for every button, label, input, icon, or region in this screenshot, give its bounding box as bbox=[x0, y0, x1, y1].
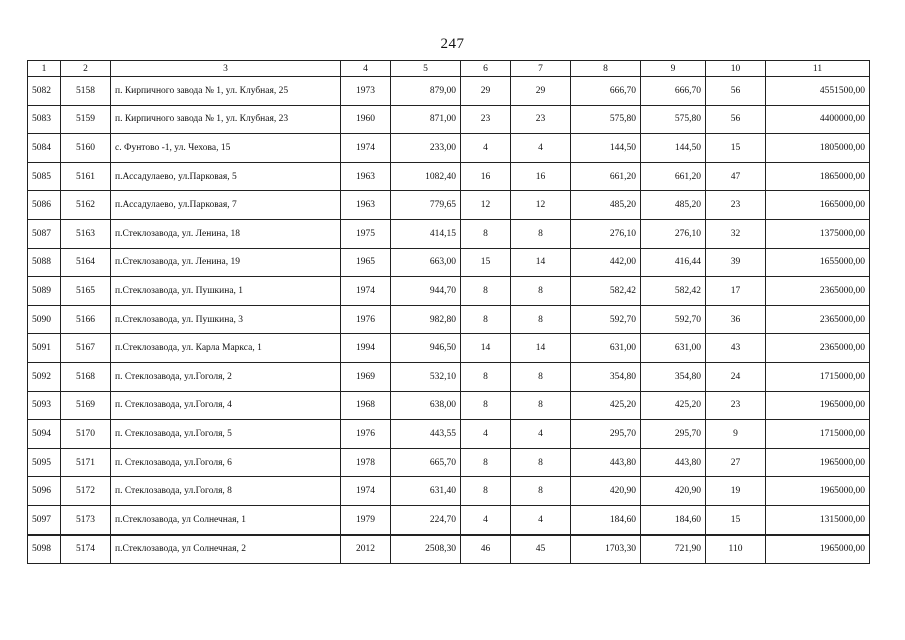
table-cell: 631,00 bbox=[641, 334, 706, 363]
table-cell: 5171 bbox=[61, 448, 111, 477]
table-cell: 5089 bbox=[28, 277, 61, 306]
table-cell: 8 bbox=[461, 219, 511, 248]
table-cell: 5158 bbox=[61, 77, 111, 106]
table-cell: 1965000,00 bbox=[766, 391, 870, 420]
table-cell: 8 bbox=[511, 391, 571, 420]
table-cell: 354,80 bbox=[641, 362, 706, 391]
table-cell: 5164 bbox=[61, 248, 111, 277]
table-cell: 5098 bbox=[28, 535, 61, 564]
table-cell: 5095 bbox=[28, 448, 61, 477]
table-cell: 425,20 bbox=[641, 391, 706, 420]
table-cell: 4 bbox=[461, 134, 511, 163]
table-cell: 1715000,00 bbox=[766, 362, 870, 391]
table-cell: 8 bbox=[461, 477, 511, 506]
table-cell: 414,15 bbox=[391, 219, 461, 248]
column-header: 11 bbox=[766, 61, 870, 77]
table-cell: 1994 bbox=[341, 334, 391, 363]
table-cell: 354,80 bbox=[571, 362, 641, 391]
table-cell: 4551500,00 bbox=[766, 77, 870, 106]
table-cell: 5163 bbox=[61, 219, 111, 248]
table-cell: 5083 bbox=[28, 105, 61, 134]
table-cell: п.Стеклозавода, ул. Ленина, 18 bbox=[111, 219, 341, 248]
table-cell: 47 bbox=[706, 162, 766, 191]
table-cell: 1375000,00 bbox=[766, 219, 870, 248]
column-header: 9 bbox=[641, 61, 706, 77]
table-cell: 56 bbox=[706, 105, 766, 134]
table-cell: 982,80 bbox=[391, 305, 461, 334]
table-cell: 5092 bbox=[28, 362, 61, 391]
table-cell: 1965000,00 bbox=[766, 535, 870, 564]
table-cell: 661,20 bbox=[571, 162, 641, 191]
table-row bbox=[28, 277, 870, 306]
housing-registry-table bbox=[27, 60, 870, 564]
table-cell: 36 bbox=[706, 305, 766, 334]
table-cell: 5172 bbox=[61, 477, 111, 506]
table-cell: п. Стеклозавода, ул.Гоголя, 2 bbox=[111, 362, 341, 391]
table-cell: 5086 bbox=[28, 191, 61, 220]
table-cell: 4 bbox=[461, 420, 511, 449]
table-cell: 1973 bbox=[341, 77, 391, 106]
column-header: 3 bbox=[111, 61, 341, 77]
table-cell: 2508,30 bbox=[391, 535, 461, 564]
table-cell: 1960 bbox=[341, 105, 391, 134]
table-cell: 276,10 bbox=[571, 219, 641, 248]
table-cell: 1965000,00 bbox=[766, 477, 870, 506]
table-cell: 1865000,00 bbox=[766, 162, 870, 191]
table-cell: 2365000,00 bbox=[766, 305, 870, 334]
table-cell: 14 bbox=[511, 334, 571, 363]
table-cell: 592,70 bbox=[571, 305, 641, 334]
table-body bbox=[28, 77, 870, 564]
table-cell: 29 bbox=[511, 77, 571, 106]
table-cell: п.Стеклозавода, ул. Пушкина, 1 bbox=[111, 277, 341, 306]
table-cell: 1974 bbox=[341, 134, 391, 163]
table-cell: 1703,30 bbox=[571, 535, 641, 564]
table-cell: 8 bbox=[461, 277, 511, 306]
table-cell: 420,90 bbox=[641, 477, 706, 506]
table-row bbox=[28, 162, 870, 191]
table-cell: 184,60 bbox=[641, 505, 706, 534]
table-cell: 5096 bbox=[28, 477, 61, 506]
table-cell: 144,50 bbox=[641, 134, 706, 163]
table-row bbox=[28, 505, 870, 534]
table-cell: 592,70 bbox=[641, 305, 706, 334]
table-cell: 2365000,00 bbox=[766, 334, 870, 363]
table-cell: п.Стеклозавода, ул. Пушкина, 3 bbox=[111, 305, 341, 334]
table-cell: 17 bbox=[706, 277, 766, 306]
table-row bbox=[28, 448, 870, 477]
table-cell: 443,80 bbox=[641, 448, 706, 477]
table-cell: п. Стеклозавода, ул.Гоголя, 4 bbox=[111, 391, 341, 420]
table-cell: 24 bbox=[706, 362, 766, 391]
table-row bbox=[28, 105, 870, 134]
table-cell: 5090 bbox=[28, 305, 61, 334]
table-cell: 12 bbox=[461, 191, 511, 220]
table-cell: 27 bbox=[706, 448, 766, 477]
table-cell: п. Стеклозавода, ул.Гоголя, 5 bbox=[111, 420, 341, 449]
column-header: 6 bbox=[461, 61, 511, 77]
table-cell: 46 bbox=[461, 535, 511, 564]
table-cell: 5160 bbox=[61, 134, 111, 163]
table-cell: 5097 bbox=[28, 505, 61, 534]
table-cell: 1963 bbox=[341, 191, 391, 220]
table-cell: 14 bbox=[461, 334, 511, 363]
column-header: 2 bbox=[61, 61, 111, 77]
table-row bbox=[28, 391, 870, 420]
table-cell: 575,80 bbox=[641, 105, 706, 134]
table-cell: 631,00 bbox=[571, 334, 641, 363]
table-cell: 8 bbox=[511, 305, 571, 334]
table-cell: 16 bbox=[461, 162, 511, 191]
column-header: 1 bbox=[28, 61, 61, 77]
table-cell: 5170 bbox=[61, 420, 111, 449]
table-cell: 1978 bbox=[341, 448, 391, 477]
table-cell: 5169 bbox=[61, 391, 111, 420]
table-cell: 5166 bbox=[61, 305, 111, 334]
table-cell: п. Стеклозавода, ул.Гоголя, 8 bbox=[111, 477, 341, 506]
table-cell: п.Ассадулаево, ул.Парковая, 7 bbox=[111, 191, 341, 220]
table-cell: 5085 bbox=[28, 162, 61, 191]
table-cell: 43 bbox=[706, 334, 766, 363]
table-cell: 8 bbox=[511, 477, 571, 506]
table-cell: 295,70 bbox=[571, 420, 641, 449]
table-cell: 14 bbox=[511, 248, 571, 277]
table-cell: 5091 bbox=[28, 334, 61, 363]
table-cell: 8 bbox=[511, 362, 571, 391]
table-row bbox=[28, 477, 870, 506]
table-cell: 779,65 bbox=[391, 191, 461, 220]
table-cell: 39 bbox=[706, 248, 766, 277]
table-cell: 110 bbox=[706, 535, 766, 564]
table-cell: 8 bbox=[461, 362, 511, 391]
table-cell: 665,70 bbox=[391, 448, 461, 477]
table-cell: 946,50 bbox=[391, 334, 461, 363]
table-cell: 1974 bbox=[341, 277, 391, 306]
table-cell: 45 bbox=[511, 535, 571, 564]
table-cell: 1974 bbox=[341, 477, 391, 506]
table-cell: 23 bbox=[706, 191, 766, 220]
table-row bbox=[28, 77, 870, 106]
table-cell: 5174 bbox=[61, 535, 111, 564]
table-cell: 871,00 bbox=[391, 105, 461, 134]
table-cell: п.Ассадулаево, ул.Парковая, 5 bbox=[111, 162, 341, 191]
table-cell: п.Стеклозавода, ул. Ленина, 19 bbox=[111, 248, 341, 277]
table-cell: 5088 bbox=[28, 248, 61, 277]
table-cell: 8 bbox=[511, 448, 571, 477]
table-cell: 485,20 bbox=[641, 191, 706, 220]
table-cell: 224,70 bbox=[391, 505, 461, 534]
column-header: 10 bbox=[706, 61, 766, 77]
table-cell: 144,50 bbox=[571, 134, 641, 163]
table-cell: 5093 bbox=[28, 391, 61, 420]
table-cell: 8 bbox=[511, 219, 571, 248]
table-cell: 8 bbox=[461, 391, 511, 420]
table-cell: 879,00 bbox=[391, 77, 461, 106]
table-cell: 5159 bbox=[61, 105, 111, 134]
table-cell: 23 bbox=[511, 105, 571, 134]
table-row bbox=[28, 248, 870, 277]
table-cell: 944,70 bbox=[391, 277, 461, 306]
table-cell: 416,44 bbox=[641, 248, 706, 277]
table-cell: 29 bbox=[461, 77, 511, 106]
table-row bbox=[28, 420, 870, 449]
table-cell: 425,20 bbox=[571, 391, 641, 420]
table-cell: 532,10 bbox=[391, 362, 461, 391]
table-cell: 5161 bbox=[61, 162, 111, 191]
table-cell: 32 bbox=[706, 219, 766, 248]
table-cell: 1715000,00 bbox=[766, 420, 870, 449]
table-cell: п.Стеклозавода, ул Солнечная, 2 bbox=[111, 535, 341, 564]
table-cell: 5162 bbox=[61, 191, 111, 220]
table-cell: 1315000,00 bbox=[766, 505, 870, 534]
table-cell: 443,55 bbox=[391, 420, 461, 449]
column-header: 5 bbox=[391, 61, 461, 77]
table-cell: 56 bbox=[706, 77, 766, 106]
table-cell: 5173 bbox=[61, 505, 111, 534]
table-cell: 1655000,00 bbox=[766, 248, 870, 277]
table-cell: п. Стеклозавода, ул.Гоголя, 6 bbox=[111, 448, 341, 477]
table-cell: 15 bbox=[706, 505, 766, 534]
table-cell: 582,42 bbox=[641, 277, 706, 306]
table-cell: 16 bbox=[511, 162, 571, 191]
table-cell: 23 bbox=[706, 391, 766, 420]
table-cell: 666,70 bbox=[571, 77, 641, 106]
page-number: 247 bbox=[440, 36, 465, 52]
table-row bbox=[28, 134, 870, 163]
table-cell: с. Фунтово -1, ул. Чехова, 15 bbox=[111, 134, 341, 163]
table-cell: 9 bbox=[706, 420, 766, 449]
table-cell: 1965000,00 bbox=[766, 448, 870, 477]
table-cell: 2012 bbox=[341, 535, 391, 564]
table-cell: п.Стеклозавода, ул. Карла Маркса, 1 bbox=[111, 334, 341, 363]
table-cell: 5082 bbox=[28, 77, 61, 106]
table-row bbox=[28, 219, 870, 248]
table-cell: 4 bbox=[511, 420, 571, 449]
table-cell: 19 bbox=[706, 477, 766, 506]
table-cell: 8 bbox=[511, 277, 571, 306]
table-cell: 1963 bbox=[341, 162, 391, 191]
table-cell: 1976 bbox=[341, 305, 391, 334]
table-cell: 666,70 bbox=[641, 77, 706, 106]
table-row bbox=[28, 191, 870, 220]
table-cell: 5094 bbox=[28, 420, 61, 449]
table-cell: 15 bbox=[461, 248, 511, 277]
table-cell: 582,42 bbox=[571, 277, 641, 306]
table-cell: 4400000,00 bbox=[766, 105, 870, 134]
table-cell: 5084 bbox=[28, 134, 61, 163]
table-cell: 1082,40 bbox=[391, 162, 461, 191]
table-cell: 8 bbox=[461, 448, 511, 477]
table-cell: п. Кирпичного завода № 1, ул. Клубная, 23 bbox=[111, 105, 341, 134]
table-cell: 5168 bbox=[61, 362, 111, 391]
table-cell: 184,60 bbox=[571, 505, 641, 534]
table-row bbox=[28, 305, 870, 334]
table-cell: 5165 bbox=[61, 277, 111, 306]
column-header: 7 bbox=[511, 61, 571, 77]
table-cell: 4 bbox=[461, 505, 511, 534]
table-cell: 1968 bbox=[341, 391, 391, 420]
table-cell: 5087 bbox=[28, 219, 61, 248]
table-cell: 1965 bbox=[341, 248, 391, 277]
table-cell: 1665000,00 bbox=[766, 191, 870, 220]
table-cell: 1805000,00 bbox=[766, 134, 870, 163]
table-cell: 1975 bbox=[341, 219, 391, 248]
table-cell: 23 bbox=[461, 105, 511, 134]
table-cell: 631,40 bbox=[391, 477, 461, 506]
table-cell: 1979 bbox=[341, 505, 391, 534]
column-header: 4 bbox=[341, 61, 391, 77]
table-cell: 15 bbox=[706, 134, 766, 163]
table-cell: 4 bbox=[511, 505, 571, 534]
table-cell: п. Кирпичного завода № 1, ул. Клубная, 25 bbox=[111, 77, 341, 106]
table-cell: 420,90 bbox=[571, 477, 641, 506]
table-cell: 443,80 bbox=[571, 448, 641, 477]
table-cell: 12 bbox=[511, 191, 571, 220]
table-cell: 8 bbox=[461, 305, 511, 334]
table-cell: 1976 bbox=[341, 420, 391, 449]
table-cell: 2365000,00 bbox=[766, 277, 870, 306]
column-header: 8 bbox=[571, 61, 641, 77]
table-cell: 5167 bbox=[61, 334, 111, 363]
table-row bbox=[28, 334, 870, 363]
table-cell: 485,20 bbox=[571, 191, 641, 220]
header-row bbox=[28, 61, 870, 77]
table-cell: 276,10 bbox=[641, 219, 706, 248]
table-cell: 295,70 bbox=[641, 420, 706, 449]
table-cell: 233,00 bbox=[391, 134, 461, 163]
table-cell: 1969 bbox=[341, 362, 391, 391]
table-row bbox=[28, 535, 870, 564]
table-cell: 663,00 bbox=[391, 248, 461, 277]
table-cell: 661,20 bbox=[641, 162, 706, 191]
table-cell: 638,00 bbox=[391, 391, 461, 420]
table-cell: 4 bbox=[511, 134, 571, 163]
table-cell: 442,00 bbox=[571, 248, 641, 277]
table-cell: 575,80 bbox=[571, 105, 641, 134]
table-cell: п.Стеклозавода, ул Солнечная, 1 bbox=[111, 505, 341, 534]
table-cell: 721,90 bbox=[641, 535, 706, 564]
table-row bbox=[28, 362, 870, 391]
